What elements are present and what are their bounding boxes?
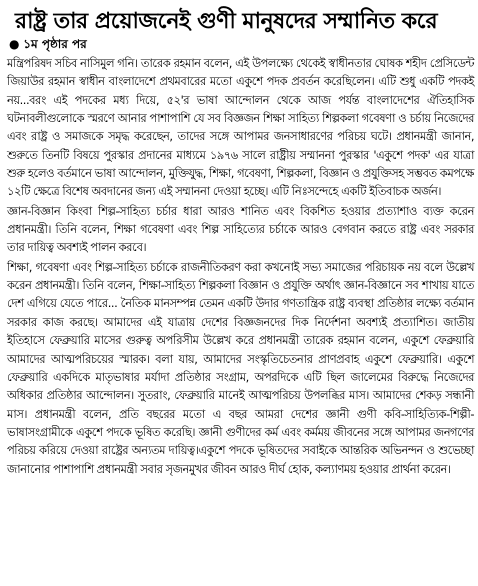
continued-from-note bbox=[9, 37, 474, 52]
article-paragraph: জ্ঞান-বিজ্ঞান কিংবা শিল্প-সাহিত্য চর্চার ধারা আরও শানিত এবং বিকশিত হওয়ার প্রত্যাশাও ব্যক্ত করেন প্রধানমন্ত্রী। তিনি বলেন, শিক্ষা গবেষণা এবং শিল্প সাহিত্যের চর্চাকে আরও বেগবান করতে রাষ্ট্র এবং সরকার তার দায়িত্ব অবশ্যই পালন করবে। bbox=[7, 203, 474, 255]
bullet-dot-icon: ● bbox=[9, 37, 20, 51]
article-paragraph: শিক্ষা, গবেষণা এবং শিল্প-সাহিত্য চর্চাকে রাজনীতিকরণ করা কখনোই সভ্য সমাজের পরিচায়ক নয় বলে উল্লেখ করেন প্রধানমন্ত্রী। তিনি বলেন, শিক্ষা-সাহিত্য শিল্পকলা বিজ্ঞান ও প্রযুক্তি অর্থাৎ জ্ঞান-বিজ্ঞানে সব শাখায় যাতে দেশ এগিয়ে যেতে পারে... নৈতিক মানসম্পন্ন তেমন একটি উদার গণতান্ত্রিক রাষ্ট্র ব্যবস্থা প্রতিষ্ঠার লক্ষ্যে বর্তমান সরকার কাজ করছে। আমাদের এই যাত্রায় দেশের বিজ্ঞজনদের দিক নির্দেশনা অবশ্যই প্রত্যাশিত। জাতীয় ইতিহাসে ফেব্রুয়ারি মাসের গুরুত্ব অপরিসীম উল্লেখ করে প্রধানমন্ত্রী তারেক রহমান বলেন, একুশে ফেব্রুয়ারি আমাদের আত্মপরিচয়ের স্মারক। বলা যায়, আমাদের সংস্কৃতিচেতনার প্রাণপ্রবাহ একুশে ফেব্রুয়ারি। একুশে ফেব্রুয়ারি একদিকে মাতৃভাষার মর্যাদা প্রতিষ্ঠার সংগ্রাম, অপরদিকে এটি ছিল জালেমের বিরুদ্ধে নিজেদের অধিকার প্রতিষ্ঠার আন্দোলন। সুতরাং, ফেব্রুয়ারি মানেই আত্মপরিচয় উপলব্ধির মাস। আমাদের শেকড় সন্ধানী মাস। প্রধানমন্ত্রী বলেন, প্রতি বছরের মতো এ বছর আমরা দেশের জ্ঞানী গুণী কবি-সাহিত্যিক-শিল্পী-ভাষাসংগ্রামীকে একুশে পদকে ভূষিত করেছি। জ্ঞানী গুণীদের কর্ম এবং কর্মময় জীবনের সঙ্গে আপামর জনগণের পরিচয় করিয়ে দেওয়া রাষ্ট্রের অন্যতম দায়িত্ব।একুশে পদকে ভূষিতদের সবাইকে আন্তরিক অভিনন্দন ও শুভেচ্ছা জানানোর পাশাপাশি প্রধানমন্ত্রী সবার সৃজনমুখর জীবন আরও দীর্ঘ হোক, কল্যাণময় হওয়ার প্রার্থনা করেন। bbox=[7, 259, 474, 476]
article-paragraph: মন্ত্রিপরিষদ সচিব নাসিমুল গনি। তারেক রহমান বলেন, এই উপলক্ষ্যে থেকেই স্বাধীনতার ঘোষক শহীদ প্রেসিডেন্ট জিয়াউর রহমান স্বাধীন বাংলাদেশে প্রথমবারের মতো একুশে পদক প্রবর্তন করেছিলেন। এটি শুধু একটি পদকই নয়...বরং এই পদকের মধ্য দিয়ে, ৫২'র ভাষা আন্দোলন থেকে আজ পর্যন্ত বাংলাদেশের ঐতিহাসিক ঘটনাবলীগুলোকে স্মরণে আনার পাশাপাশি যে সব বিজ্ঞজন শিক্ষা সাহিত্য শিল্পকলা গবেষণা ও চর্চায় নিজেদের এবং রাষ্ট্র ও সমাজকে সমৃদ্ধ করেছেন, তাদের সঙ্গে আপামর জনসাধারণের পরিচয় ঘটে। প্রধানমন্ত্রী জানান, শুরুতে তিনটি বিষয়ে পুরস্কার প্রদানের মাধ্যমে ১৯৭৬ সালে রাষ্ট্রীয় সম্মাননা পুরস্কার 'একুশে পদক' এর যাত্রা শুরু হলেও বর্তমানে ভাষা আন্দোলন, মুক্তিযুদ্ধ, শিক্ষা, গবেষণা, শিল্পকলা, বিজ্ঞান ও প্রযুক্তিসহ সম্ভবত কমপক্ষে ১২টি ক্ষেত্রে বিশেষ অবদানের জন্য এই সম্মাননা দেওয়া হচ্ছে। এটি নিঃসন্দেহে একটি ইতিবাচক অর্জন। bbox=[7, 56, 474, 199]
continued-label: ১ম পৃষ্ঠার পর bbox=[23, 37, 87, 51]
article-body bbox=[7, 54, 474, 478]
headline: রাষ্ট্র তার প্রয়োজনেই গুণী মানুষদের সম্মানিত করে bbox=[15, 9, 438, 34]
